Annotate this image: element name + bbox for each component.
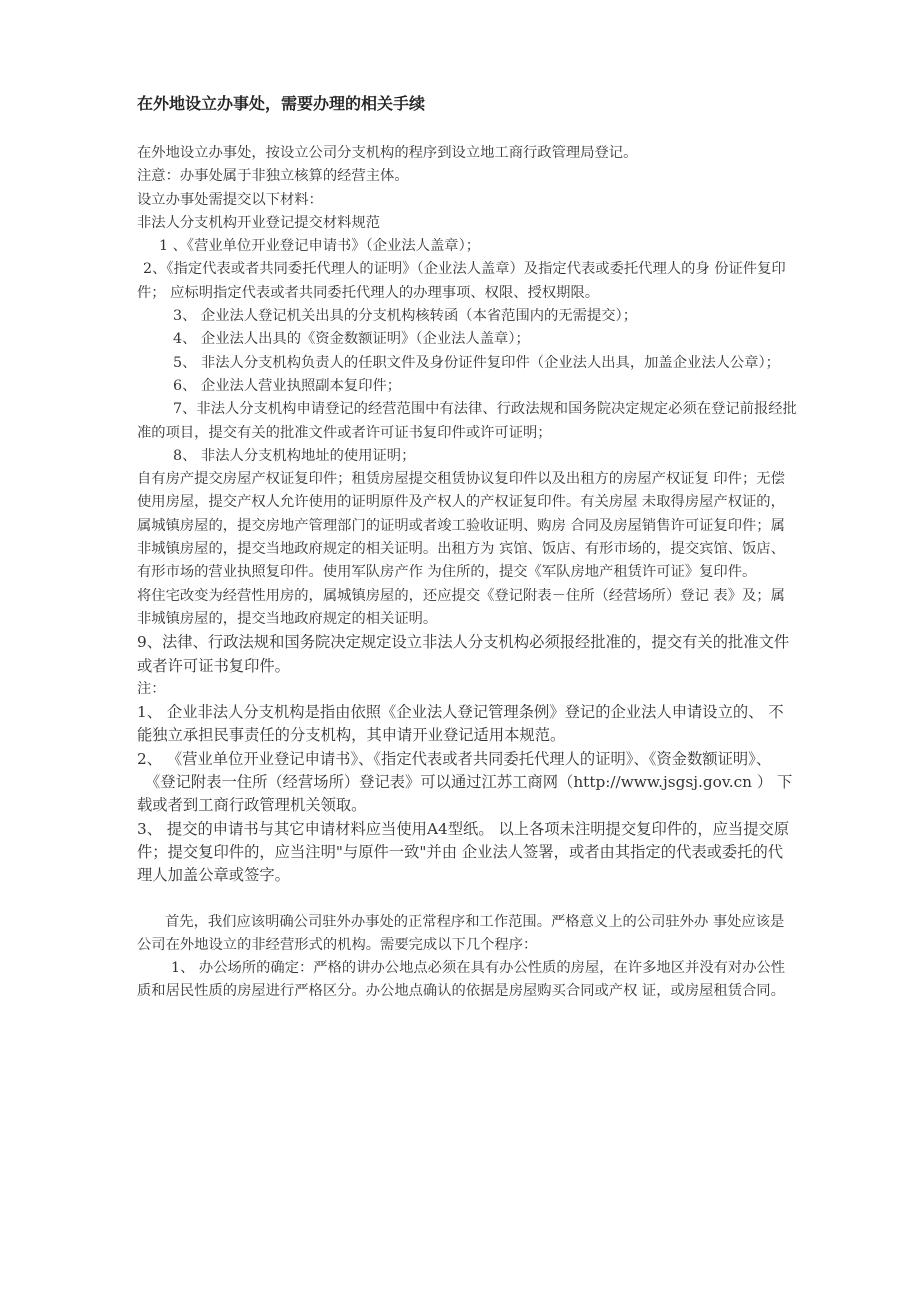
list-item: 8、 非法人分支机构地址的使用证明；	[173, 447, 416, 464]
paragraph: 在外地设立办事处，按设立公司分支机构的程序到设立地工商行政管理局登记。	[137, 145, 638, 161]
list-item: 9、法律、行政法规和国务院决定规定设立非法人分支机构必须报经批准的，提交有关的批准文件或者许可证书复印件。	[137, 633, 790, 675]
list-item: 5、 非法人分支机构负责人的任职文件及身份证件复印件（企业法人出具，加盖企业法人公章）；	[173, 354, 780, 371]
list-item: 7、非法人分支机构申请登记的经营范围中有法律、行政法规和国务院决定规定必须在登记前报经批准的项目，提交有关的批准文件或者许可证书复印件或许可证明；	[137, 401, 797, 441]
list-item: 2、《指定代表或者共同委托代理人的证明》（企业法人盖章）及指定代表或委托代理人的身 份证件复印件； 应标明指定代表或者共同委托代理人的办理事项、权限、授权期限。	[137, 261, 786, 301]
paragraph: 设立办事处需提交以下材料：	[137, 191, 323, 208]
document-title: 在外地设立办事处，需要办理的相关手续	[137, 94, 426, 113]
list-item: 4、 企业法人出具的《资金数额证明》（企业法人盖章）；	[173, 331, 530, 348]
paragraph: 自有房产提交房屋产权证复印件；租赁房屋提交租赁协议复印件以及出租方的房屋产权证复 印件；无偿使用房屋，提交产权人允许使用的证明原件及产权人的产权证复印件。有关房屋 未取得房屋产权证的，属城镇房屋的，提交房地产管理部门的证明或者竣工验收证明、购房 合同及房屋销售许可证复印件；属非城镇房屋的，提交当地政府规定的相关证明。出租方为 宾馆、饭店、有形市场的，提交宾馆、饭店、有形市场的营业执照复印件。使用军队房产作 为住所的，提交《军队房地产租赁许可证》复印件。	[137, 471, 785, 581]
notes-heading: 注：	[137, 680, 166, 697]
paragraph: 非法人分支机构开业登记提交材料规范	[137, 214, 381, 231]
document-body	[137, 142, 797, 1004]
list-item: 1 、《营业单位开业登记申请书》（企业法人盖章）；	[159, 238, 481, 255]
note-item: 2、 《营业单位开业登记申请书》、《指定代表或者共同委托代理人的证明》、《资金数额证明》、	[137, 749, 772, 768]
note-item: 1、 企业非法人分支机构是指由依照《企业法人登记管理条例》登记的企业法人申请设立的、 不能独立承担民事责任的分支机构，其申请开业登记适用本规范。	[137, 703, 784, 745]
note-item: 3、 提交的申请书与其它申请材料应当使用A4型纸。 以上各项未注明提交复印件的，应当提交原件；提交复印件的，应当注明"与原件一致"并由 企业法人签署，或者由其指定的代表或委托的代理人加盖公章或签字。	[137, 819, 790, 885]
paragraph: 注意：办事处属于非独立核算的经营主体。	[137, 168, 409, 185]
paragraph: 将住宅改变为经营性用房的，属城镇房屋的，还应提交《登记附表－住所（经营场所）登记 表》及；属非城镇房屋的，提交当地政府规定的相关证明。	[137, 587, 785, 627]
note-item: 《登记附表一住所（经营场所）登记表》可以通过江苏工商网（http://www.jsgsj.gov.cn ） 下载或者到工商行政管理机关领取。	[137, 773, 793, 815]
list-item: 6、 企业法人营业执照副本复印件；	[173, 377, 402, 394]
list-item: 1、 办公场所的确定：严格的讲办公地点必须在具有办公性质的房屋，在许多地区并没有对办公性质和居民性质的房屋进行严格区分。办公地点确认的依据是房屋购买合同或产权 证，或房屋租赁合同。	[137, 960, 786, 1000]
list-item: 3、 企业法人登记机关出具的分支机构核转函（本省范围内的无需提交）；	[173, 308, 637, 325]
paragraph: 首先，我们应该明确公司驻外办事处的正常程序和工作范围。严格意义上的公司驻外办 事处应该是公司在外地设立的非经营形式的机构。需要完成以下几个程序：	[137, 913, 785, 953]
